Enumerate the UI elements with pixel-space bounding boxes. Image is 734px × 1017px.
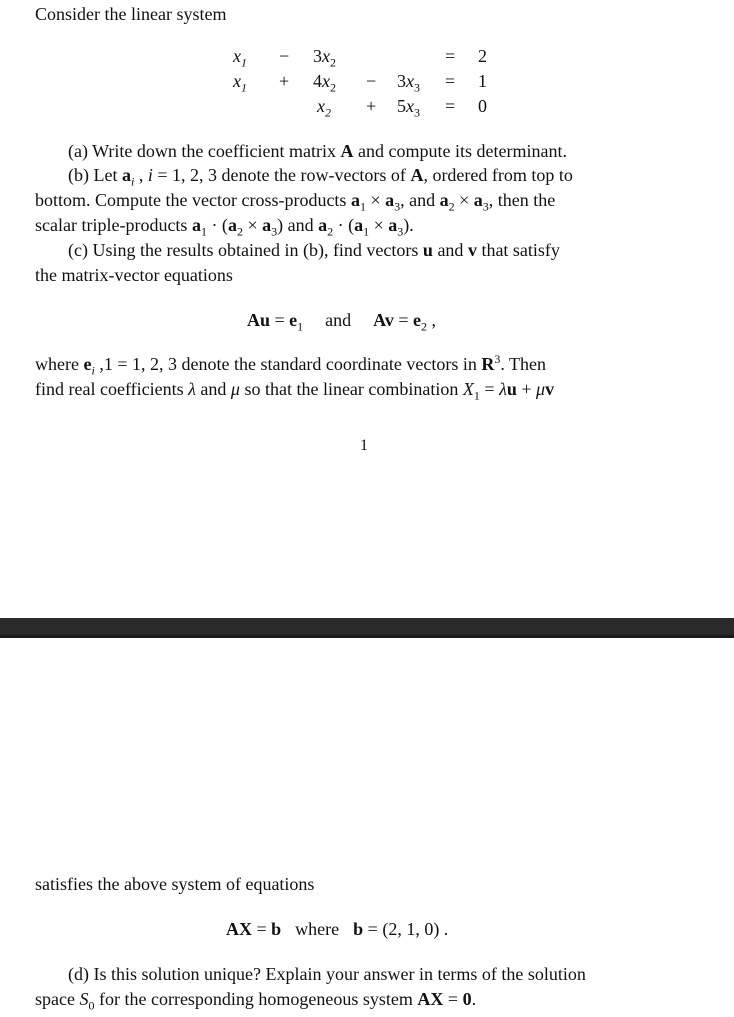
part-b-line1: (b) Let $a_i$ , i = 1, 2, 3 denote the row-vectors of A, ordered from top to: [68, 165, 573, 189]
sys-r2-term3: $3x_3$: [397, 71, 420, 95]
sys-r1-op1: −: [279, 46, 290, 66]
display-equation: $Au = e_1$ and $Av = e_2$ ,: [247, 310, 436, 334]
where-line2: find real coefficients λ and μ so that the linear combination $X_1 = \lambda u + \mu v$: [35, 379, 555, 403]
page-break-divider: [0, 618, 734, 638]
sys-r2-op2: −: [366, 71, 377, 91]
sys-r3-op2: +: [366, 96, 377, 116]
part-d-line2: space $S_0$ for the corresponding homogeneous system AX = 0.: [35, 989, 477, 1013]
sys-r3-term3: $5x_3$: [397, 96, 420, 120]
part-a: (a) Write down the coefficient matrix A and compute its determinant.: [68, 141, 567, 161]
ax-equals-b: AX = b where b = (2, 1, 0) .: [226, 919, 449, 939]
sys-r2-x1: $x_1$: [233, 71, 247, 95]
part-b-line3: scalar triple-products $a_1 \cdot (a_2 \times a_3)$ and $a_2 \cdot (a_1 \times a_3)$.: [35, 215, 414, 239]
sys-r3-x2: $x_2$: [317, 96, 331, 120]
page-bottom: [0, 638, 734, 1017]
sys-r1-term2: $3x_2$: [313, 46, 336, 70]
sys-r3-eq: =: [445, 96, 456, 116]
part-c-line2: the matrix-vector equations: [35, 265, 233, 285]
linear-system: [0, 0, 734, 120]
page-number: 1: [360, 437, 368, 454]
sys-r1-x1: $x_1$: [233, 46, 247, 70]
sys-r3-rhs: 0: [478, 96, 487, 116]
part-c-line1: (c) Using the results obtained in (b), find vectors u and v that satisfy: [68, 240, 560, 260]
sys-r2-rhs: 1: [478, 71, 487, 91]
part-b-line2: bottom. Compute the vector cross-products $a_1 \times a_3$, and $a_2 \times a_3$, then the: [35, 190, 556, 214]
sys-r2-term2: $4x_2$: [313, 71, 336, 95]
intro-text: Consider the linear system: [35, 4, 227, 24]
where-line1: where $e_i$ ,1 = 1, 2, 3 denote the standard coordinate vectors in $R^3$. Then: [35, 352, 547, 378]
part-d-line1: (d) Is this solution unique? Explain your answer in terms of the solution: [68, 964, 586, 984]
satisfies-text: satisfies the above system of equations: [35, 874, 315, 894]
sys-r2-op1: +: [279, 71, 290, 91]
sys-r1-rhs: 2: [478, 46, 487, 66]
sys-r1-eq: =: [445, 46, 456, 66]
sys-r2-eq: =: [445, 71, 456, 91]
